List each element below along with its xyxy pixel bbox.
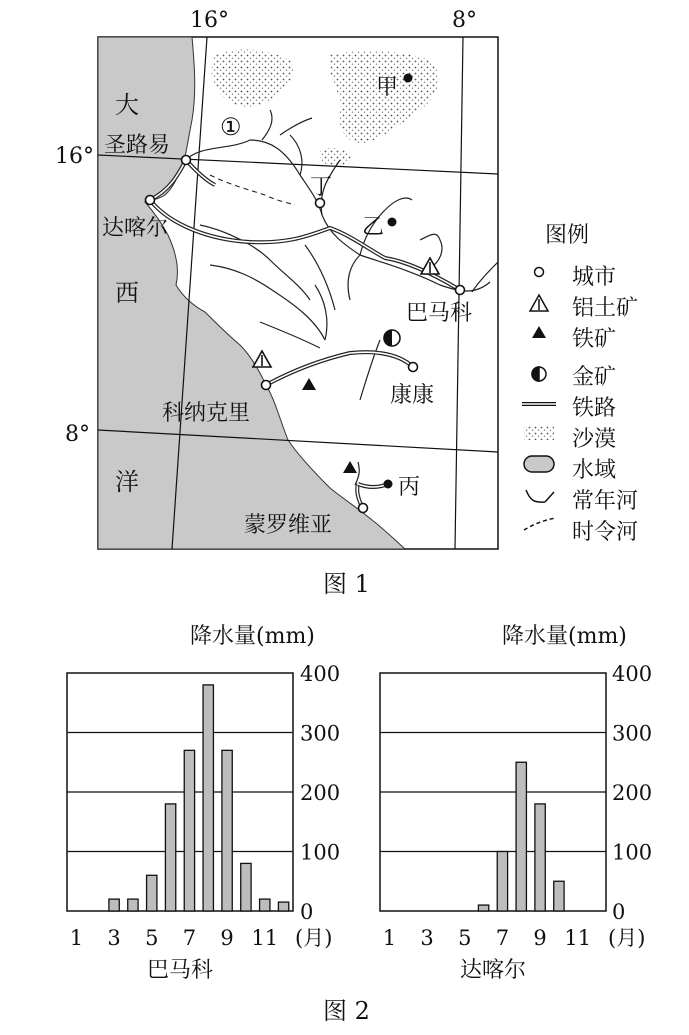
x-tick-label: 5 [145, 926, 159, 950]
mine-jia-icon [404, 74, 413, 83]
city-label-bamako: 巴马科 [406, 301, 473, 326]
legend-label-railway: 铁路 [572, 396, 617, 421]
ocean-label-xi: 西 [115, 279, 139, 307]
place-label-bing: 丙 [398, 475, 421, 500]
legend-label-gold: 金矿 [572, 365, 617, 390]
place-label-jia: 甲 [376, 75, 399, 100]
bar-month-9 [222, 750, 232, 911]
city-label-conakry: 科纳克里 [162, 401, 251, 426]
desert-icon [524, 426, 554, 440]
y-tick-label: 100 [300, 840, 341, 865]
city-bamako [456, 286, 465, 295]
mine-yi-icon [388, 218, 397, 227]
legend-label-city: 城市 [572, 265, 617, 290]
bar-month-7 [184, 750, 194, 911]
bar-month-7 [497, 852, 507, 912]
city-label-kankan: 康康 [390, 383, 435, 408]
gold-ore-icon [532, 367, 546, 381]
lat-8-label: 8° [65, 422, 90, 447]
city-kankan [409, 363, 418, 372]
figure-2-caption: 图 2 [323, 997, 370, 1025]
figure-1-caption: 图 1 [323, 570, 370, 598]
x-tick-label: 5 [458, 926, 472, 950]
x-tick-label: 11 [251, 926, 279, 950]
legend-label-perennial-river: 常年河 [572, 489, 639, 514]
city-conakry [262, 381, 271, 390]
y-tick-label: 200 [300, 781, 341, 805]
x-axis-unit-label: (月) [295, 926, 333, 950]
city-label-monrovia: 蒙罗维亚 [244, 513, 333, 538]
station-name-label: 巴马科 [146, 958, 214, 983]
lon-8-label: 8° [452, 8, 477, 33]
city-icon [535, 268, 544, 277]
x-axis-unit-label: (月) [608, 926, 646, 950]
y-tick-label: 0 [612, 900, 626, 924]
seasonal-river-icon [524, 518, 556, 530]
x-tick-label: 9 [220, 926, 234, 950]
iron-ore-icon [532, 326, 546, 338]
bar-month-12 [278, 902, 288, 911]
y-tick-label: 200 [612, 781, 653, 805]
bar-month-8 [516, 762, 526, 911]
y-tick-label: 300 [300, 721, 341, 746]
bar-month-6 [165, 804, 175, 911]
bar-month-10 [241, 863, 251, 911]
bar-month-10 [554, 881, 564, 911]
bar-month-11 [260, 899, 270, 911]
city-saint-louis [182, 156, 191, 165]
chart-figure [0, 605, 689, 1031]
x-tick-label: 7 [495, 926, 510, 950]
bauxite-icon [530, 295, 548, 311]
legend-label-iron: 铁矿 [572, 327, 617, 352]
x-tick-label: 7 [182, 926, 197, 950]
city-label-saint-louis: 圣路易 [104, 133, 171, 158]
y-tick-label: 0 [300, 900, 314, 924]
bar-month-6 [478, 905, 488, 911]
city-label-dakar: 达喀尔 [102, 216, 169, 241]
station-name-label: 达喀尔 [459, 958, 527, 983]
place-label-ding: 丁 [310, 175, 333, 200]
y-axis-label: 降水量(mm) [502, 624, 627, 649]
legend-label-water: 水域 [572, 458, 617, 483]
ocean-label-da: 大 [115, 91, 139, 119]
water-body-icon [524, 456, 554, 472]
bar-month-4 [128, 899, 138, 911]
legend-title: 图例 [545, 223, 590, 248]
y-tick-label: 400 [300, 662, 341, 686]
ocean-label-yang: 洋 [115, 468, 139, 496]
y-axis-label: 降水量(mm) [190, 624, 315, 649]
legend-label-seasonal-river: 时令河 [572, 520, 639, 545]
place-label-circle-1: ① [220, 113, 242, 141]
place-label-yi: 乙 [362, 215, 385, 240]
lat-16-label: 16° [55, 144, 94, 169]
x-tick-label: 3 [107, 926, 121, 950]
x-tick-label: 1 [69, 926, 84, 950]
x-tick-label: 11 [564, 926, 592, 950]
lon-16-label: 16° [190, 8, 229, 33]
charts-svg [0, 605, 689, 1031]
y-tick-label: 400 [612, 662, 653, 686]
x-tick-label: 1 [382, 926, 397, 950]
legend-label-desert: 沙漠 [572, 427, 617, 452]
y-tick-label: 300 [612, 721, 653, 746]
y-tick-label: 100 [612, 840, 653, 865]
x-tick-label: 9 [533, 926, 547, 950]
legend-icons [522, 268, 556, 531]
mine-bing-icon [384, 480, 393, 489]
legend-label-bauxite: 铝土矿 [572, 296, 639, 321]
gold-mine-icon [384, 330, 400, 346]
perennial-river-icon [526, 490, 554, 502]
city-monrovia [359, 504, 368, 513]
x-tick-label: 3 [420, 926, 434, 950]
bar-month-9 [535, 804, 545, 911]
city-dakar [146, 196, 155, 205]
bar-month-5 [147, 875, 157, 911]
bar-month-3 [109, 899, 119, 911]
bar-month-8 [203, 685, 213, 911]
